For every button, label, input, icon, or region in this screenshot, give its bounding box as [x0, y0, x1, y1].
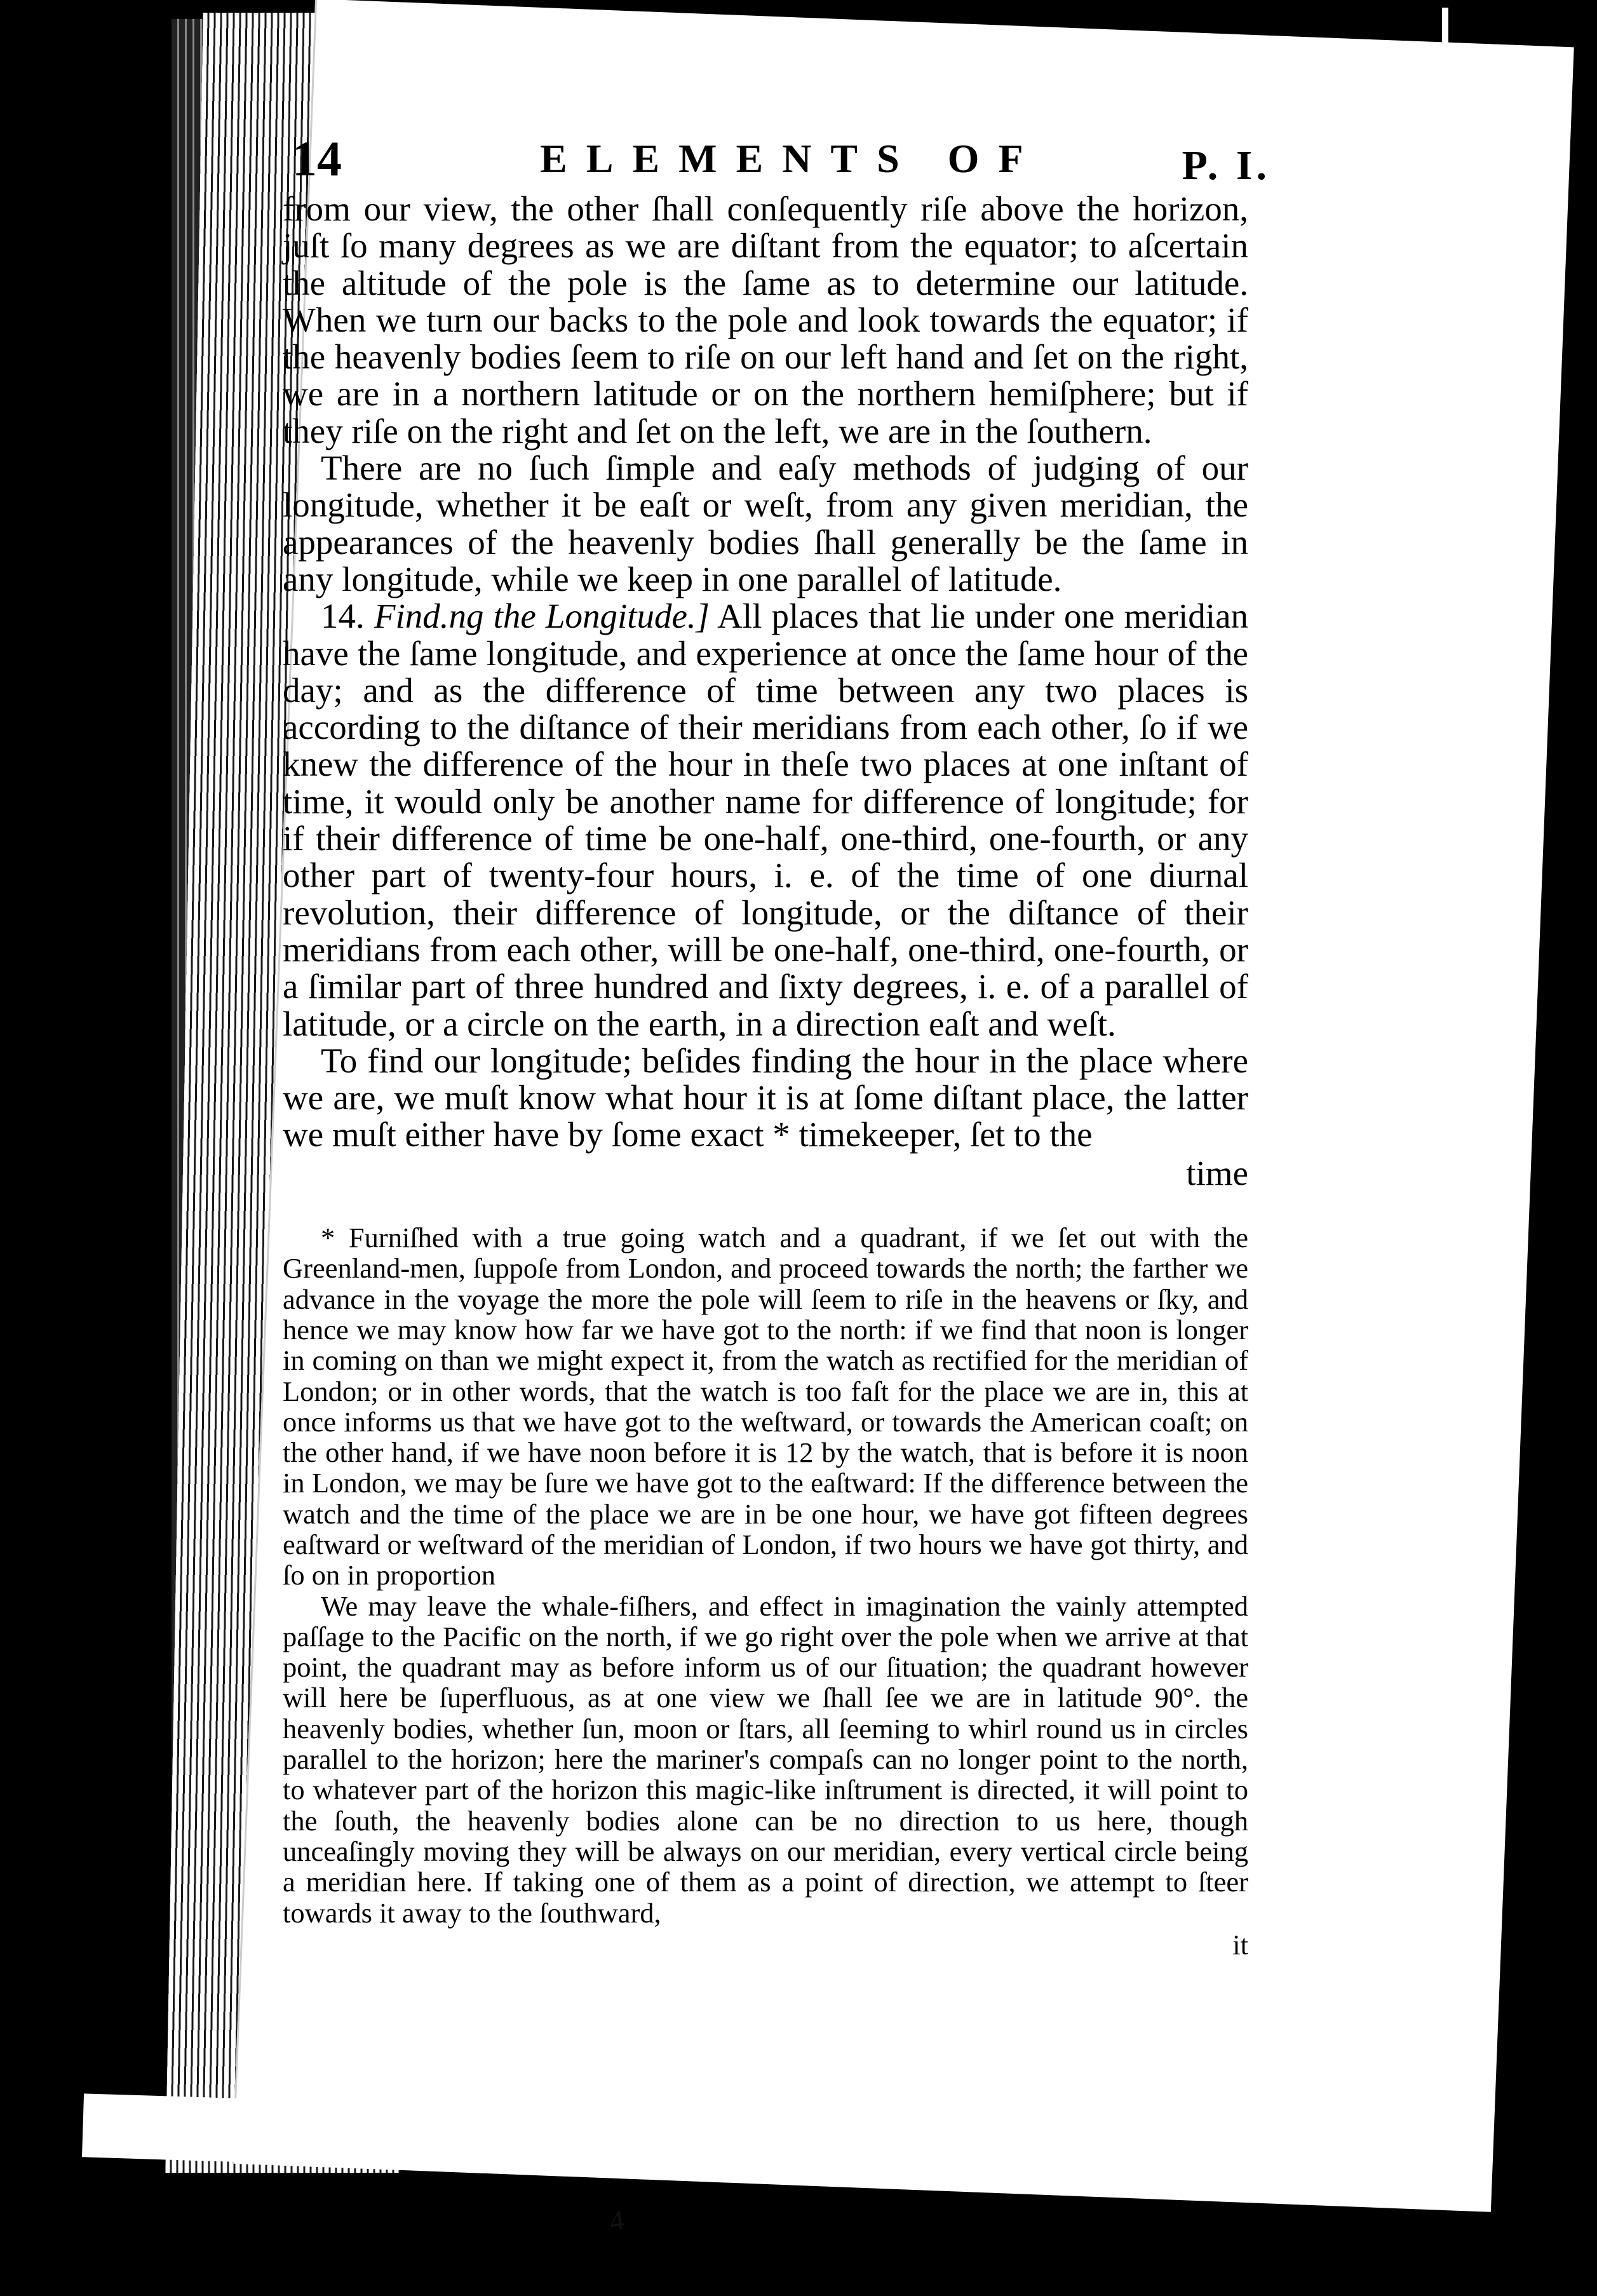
pencil-mark: 4 [607, 2204, 626, 2238]
footnote: We may leave the whale-fiſhers, and effect in imagination the vainly attempted paſſage to the Pacific on the north, if we go right over the pole when we arrive at that point, the quadrant may as before inform us of our ſituation; the quadrant however will here be ſuperfluous, as at one view we ſhall ſee we are in latitude 90°. the heavenly bodies, whether ſun, moon or ſtars, all ſeeming to whirl round us in circles parallel to the horizon; here the mariner's compaſs can no longer point to the north, to whatever part of the horizon this magic-like inſtrument is directed, it will point to the ſouth, the heavenly bodies alone can be no direction to us here, though unceaſingly moving they will be always on our meridian, every vertical circle being a meridian here. If taking one of them as a point of direction, we attempt to ſteer towards it away to the ſouthward, [283, 1590, 1248, 1929]
catchword: time [1186, 1153, 1248, 1192]
running-title: ELEMENTS OF [540, 136, 1042, 181]
paragraph: from our view, the other ſhall conſequently riſe above the horizon, juſt ſo many degrees as we are diſtant from the equator; to aſcertain the altitude of the pole is the ſame as to determine our latitude. When we turn our backs to the pole and look towards the equator; if the heavenly bodies ſeem to riſe on our left hand and ſet on the right, we are in a northern latitude or on the northern hemiſphere; but if they riſe on the right and ſet on the left, we are in the ſouthern. [283, 189, 1248, 450]
footnotes [283, 1222, 1248, 1960]
section-number: 14. [321, 597, 365, 636]
main-text [283, 191, 1248, 1960]
footnote-catchword: it [1232, 1928, 1248, 1961]
section-heading: Find.ng the Longitude.] [374, 597, 710, 636]
paragraph: To find our longitude; beſides finding the hour in the place where we are, we muſt know what hour it is at ſome diſtant place, the latter we muſt either have by ſome exact * timekeeper, ſet to the [283, 1041, 1248, 1154]
page-number: 14 [292, 131, 342, 186]
footnote-separator [283, 1192, 1248, 1222]
section-text: All places that lie under one meridian have the ſame longitude, and experience at once the ſame hour of the day; and as the difference of time between any two places is according to the diſtance of their meridians from each other, ſo if we knew the difference of the hour in theſe two places at one inſtant of time, it would only be another name for difference of longitude; for if their difference of time be one-half, one-third, one-fourth, or any other part of twenty-four hours, i. e. of the time of one diurnal revolution, their difference of longitude, or the diſtance of their meridians from each other, will be one-half, one-third, one-fourth, or a ſimilar part of three hundred and ſixty degrees, i. e. of a parallel of latitude, or a circle on the earth, in a direction eaſt and weſt. [283, 597, 1248, 1043]
part-label: P. I. [1182, 142, 1270, 189]
corner-mark [1442, 8, 1448, 43]
paragraph-section-14 [283, 598, 1248, 1043]
paragraph: There are no ſuch ſimple and eaſy methods of judging of our longitude, whether it be eaſt or weſt, from any given meridian, the appearances of the heavenly bodies ſhall generally be the ſame in any longitude, while we keep in one parallel of latitude. [283, 449, 1248, 598]
footnote: * Furniſhed with a true going watch and a quadrant, if we ſet out with the Greenland-men, ſuppoſe from London, and proceed towards the north; the farther we advance in the voyage the more the pole will ſeem to riſe in the heavens or ſky, and hence we may know how far we have got to the north: if we find that noon is longer in coming on than we might expect it, from the watch as rectified for the meridian of London; or in other words, that the watch is too faſt for the place we are in, this at once informs us that we have got to the weſtward, or towards the American coaſt; on the other hand, if we have noon before it is 12 by the watch, that is before it is noon in London, we may be ſure we have got to the eaſtward: If the difference between the watch and the time of the place we are in be one hour, we have got fifteen degrees eaſtward or weſtward of the meridian of London, if two hours we have got thirty, and ſo on in proportion [283, 1222, 1248, 1591]
